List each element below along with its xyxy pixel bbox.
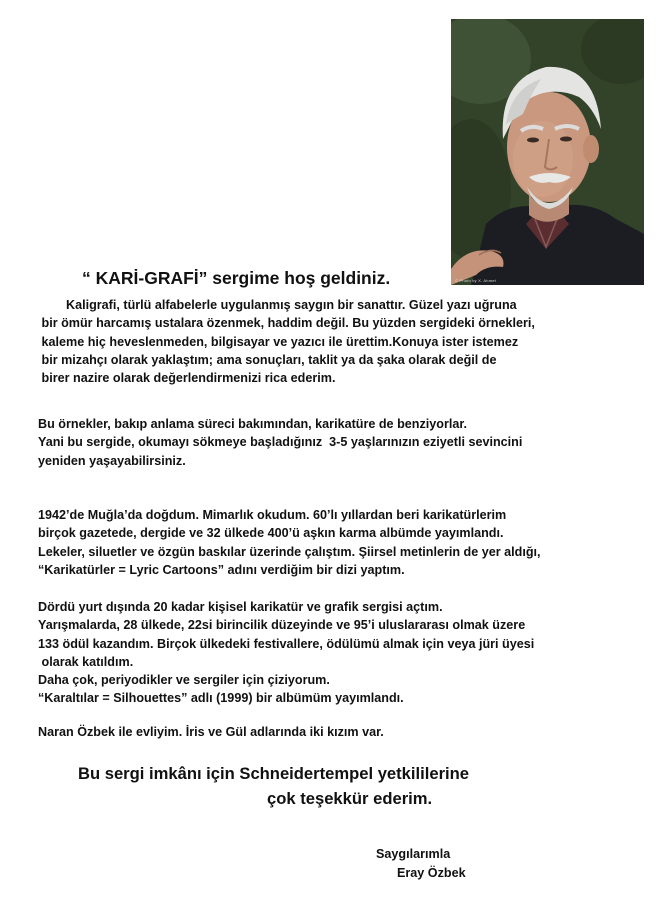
paragraph-line: Bu örnekler, bakıp anlama süreci bakımından, karikatüre de benziyorlar. <box>38 417 468 431</box>
paragraph-line: “Karaltılar = Silhouettes” adlı (1999) bir albümüm yayımlandı. <box>38 691 404 706</box>
author-name: Eray Özbek <box>376 866 466 880</box>
paragraph-line: Lekeler, siluetler ve özgün baskılar üzerinde çalıştım. Şiirsel metinlerin de yer aldığı, <box>38 544 541 559</box>
thanks-line-1: Bu sergi imkânı için Schneidertempel yetkililerine <box>78 764 470 783</box>
paragraph-line: Kaligrafi, türlü alfabelerle uygulanmış saygın bir sanattır. Güzel yazı uğruna <box>38 298 517 312</box>
paragraph-ornekler <box>38 415 650 470</box>
paragraph-line: bir ömür harcamış ustalara özenmek, haddim değil. Bu yüzden sergideki örnekleri, <box>38 316 535 331</box>
paragraph-line: 1942’de Muğla’da doğdum. Mimarlık okudum. 60’lı yıllardan beri karikatürlerim <box>38 508 507 522</box>
paragraph-line: bir mizahçı olarak yaklaştım; ama sonuçları, taklit ya da şaka olarak değil de <box>38 352 497 367</box>
paragraph-line: olarak katıldım. <box>38 654 134 669</box>
paragraph-exhibitions <box>38 598 650 708</box>
paragraph-line: Daha çok, periyodikler ve sergiler için çiziyorum. <box>38 673 330 688</box>
thanks-note <box>78 761 638 811</box>
paragraph-line: Yarışmalarda, 28 ülkede, 22si birincilik düzeyinde ve 95’i uluslararası olmak üzere <box>38 618 526 633</box>
portrait-illustration <box>451 19 644 285</box>
paragraph-kaligrafi <box>38 296 650 387</box>
paragraph-line: 133 ödül kazandım. Birçok ülkedeki festivallere, ödülümü almak için veya jüri üyesi <box>38 636 535 651</box>
paragraph-line: yeniden yaşayabilirsiniz. <box>38 453 186 468</box>
paragraph-line: Naran Özbek ile evliyim. İris ve Gül adlarında iki kızım var. <box>38 725 384 739</box>
portrait-photo <box>451 19 644 285</box>
signature-block <box>376 845 466 883</box>
paragraph-line: “Karikatürler = Lyric Cartoons” adını verdiğim bir dizi yaptım. <box>38 562 405 577</box>
paragraph-line: kaleme hiç heveslenmeden, bilgisayar ve yazıcı ile ürettim.Konuya ister istemez <box>38 334 519 349</box>
photo-caption: © Photo by X. Ahmet <box>455 278 496 283</box>
paragraph-family <box>38 723 650 741</box>
paragraph-biography <box>38 506 650 579</box>
paragraph-line: Yani bu sergide, okumayı sökmeye başladığınız 3-5 yaşlarınızın eziyetli sevincini <box>38 435 523 450</box>
paragraph-line: Dördü yurt dışında 20 kadar kişisel karikatür ve grafik sergisi açtım. <box>38 600 443 614</box>
paragraph-line: birer nazire olarak değerlendirmenizi rica ederim. <box>38 371 336 386</box>
greeting-heading: “ KARİ-GRAFİ” sergime hoş geldiniz. <box>82 268 391 288</box>
paragraph-line: birçok gazetede, dergide ve 32 ülkede 400’ü aşkın karma albümde yayımlandı. <box>38 526 504 541</box>
closing-text: Saygılarımla <box>376 847 451 861</box>
thanks-line-2: çok teşekkür ederim. <box>78 789 433 808</box>
